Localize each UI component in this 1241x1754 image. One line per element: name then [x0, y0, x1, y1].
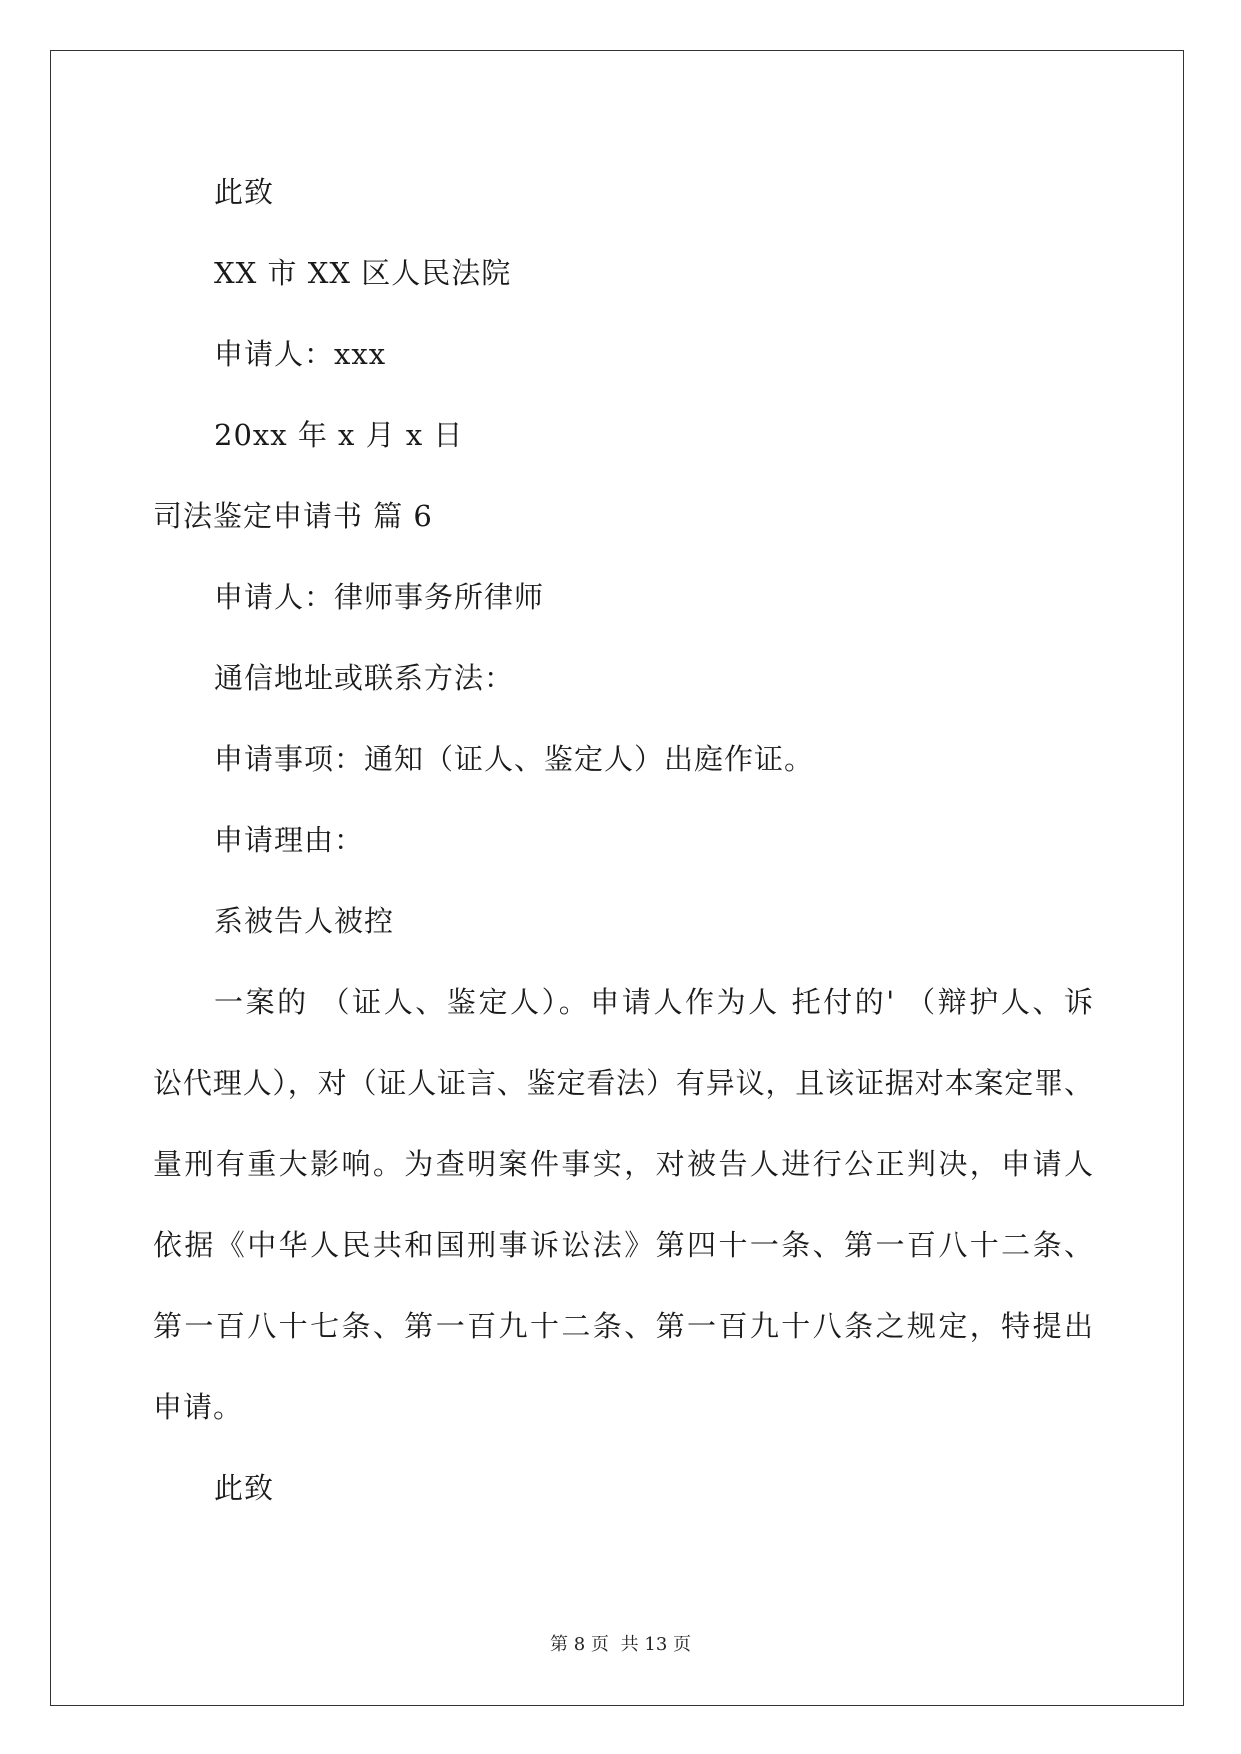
closing-salutation: 此致 — [214, 175, 275, 209]
section-heading: 司法鉴定申请书 篇 6 — [153, 499, 433, 533]
applicant-line: 申请人：xxx — [214, 337, 387, 371]
body-paragraph-line-1: 一案的 （证人、鉴定人）。申请人作为人 托付的' （辩护人、诉 — [214, 985, 1093, 1019]
contact-line: 通信地址或联系方法： — [214, 661, 515, 695]
reason-heading: 申请理由： — [214, 823, 365, 857]
page-border — [50, 50, 1184, 1706]
body-paragraph-line-2: 讼代理人），对（证人证言、鉴定看法）有异议，且该证据对本案定罪、 — [153, 1066, 1093, 1100]
closing-salutation-2: 此致 — [214, 1471, 275, 1505]
reason-line-1: 系被告人被控 — [214, 904, 395, 938]
court-name: XX 市 XX 区人民法院 — [214, 256, 512, 290]
body-paragraph-line-3: 量刑有重大影响。为查明案件事实，对被告人进行公正判决，申请人 — [153, 1147, 1093, 1181]
body-paragraph-line-4: 依据《中华人民共和国刑事诉讼法》第四十一条、第一百八十二条、 — [153, 1228, 1093, 1262]
application-matter: 申请事项：通知（证人、鉴定人）出庭作证。 — [214, 742, 815, 776]
page-number: 第 8 页 — [550, 1634, 609, 1655]
body-paragraph-line-5: 第一百八十七条、第一百九十二条、第一百九十八条之规定，特提出 — [153, 1309, 1093, 1343]
total-pages: 共 13 页 — [620, 1634, 691, 1655]
date-line: 20xx 年 x 月 x 日 — [214, 418, 464, 452]
applicant-lawyer: 申请人：律师事务所律师 — [214, 580, 545, 614]
page-footer — [0, 1633, 1241, 1657]
body-paragraph-line-6: 申请。 — [153, 1390, 244, 1424]
